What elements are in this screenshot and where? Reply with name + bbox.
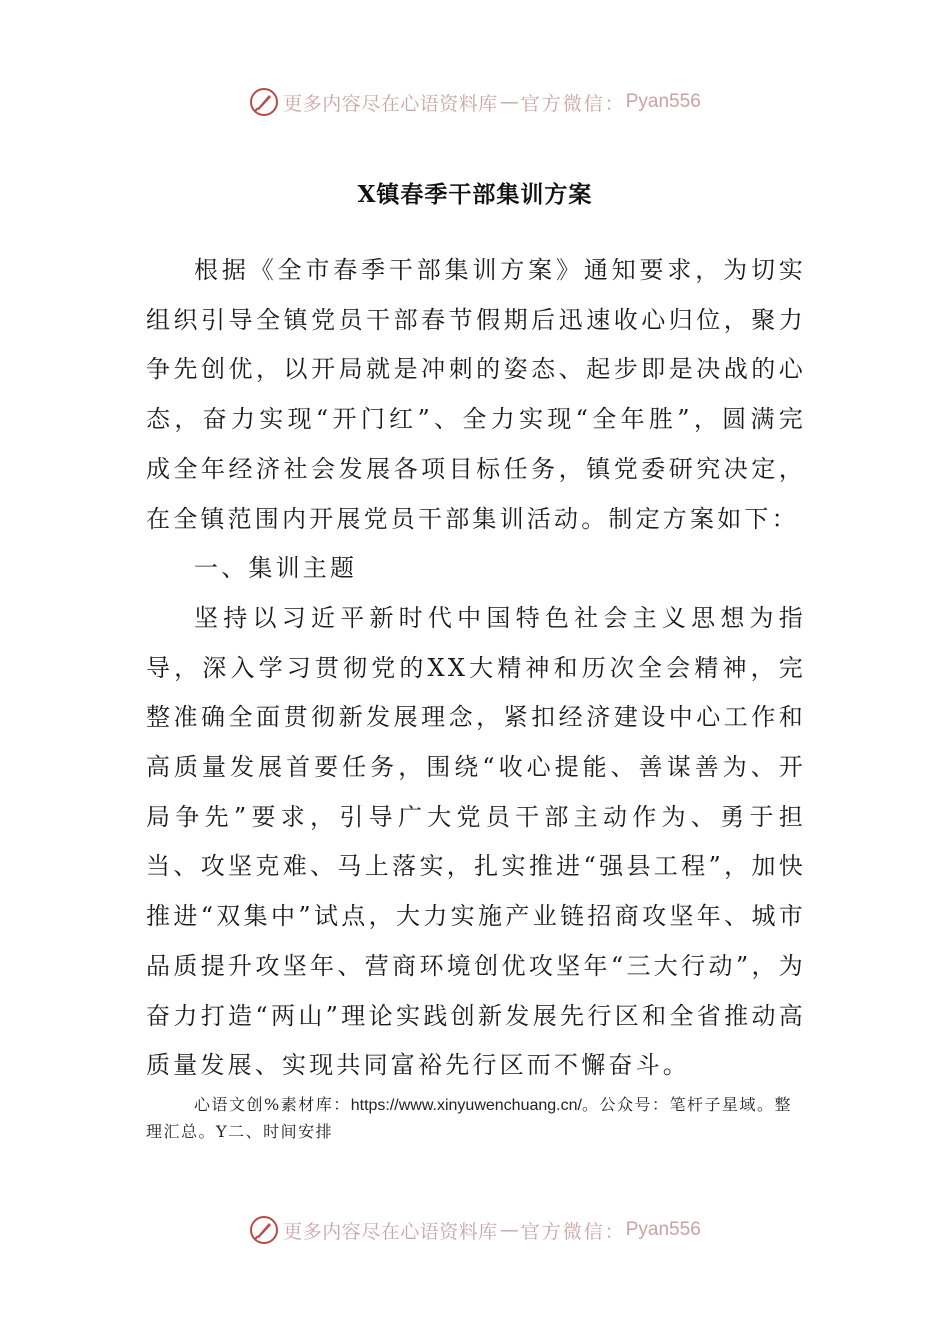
- banner-wechat-id: Pyan556: [625, 91, 701, 112]
- banner-text: 更多内容尽在心语资料库: [283, 92, 498, 115]
- document-body: [146, 246, 806, 1091]
- banner-separator: —: [499, 91, 519, 113]
- banner-wechat-label: 官方微信：: [520, 1220, 626, 1243]
- quill-logo-icon: [249, 1215, 279, 1245]
- banner-wechat-id: Pyan556: [625, 1219, 701, 1240]
- banner-wechat-label: 官方微信：: [520, 92, 626, 115]
- source-note-prefix: 心语文创%素材库：: [194, 1095, 351, 1114]
- banner-text: 更多内容尽在心语资料库: [283, 1220, 498, 1243]
- source-note: [146, 1092, 806, 1145]
- intro-paragraph: 根据《全市春季干部集训方案》通知要求，为切实组织引导全镇党员干部春节假期后迅速收心归位，聚力争先创优，以开局就是冲刺的姿态、起步即是决战的心态，奋力实现“开门红”、全力实现“全年胜”，圆满完成全年经济社会发展各项目标任务，镇党委研究决定，在全镇范围内开展党员干部集训活动。制定方案如下：: [146, 256, 806, 533]
- document-title: X镇春季干部集训方案: [357, 181, 593, 208]
- source-note-suffix: 。公众号：笔杆子星域。整理汇总。Y二、时间安排: [146, 1095, 792, 1141]
- theme-paragraph: 坚持以习近平新时代中国特色社会主义思想为指导，深入学习贯彻党的XX大精神和历次全会精神，完整准确全面贯彻新发展理念，紧扣经济建设中心工作和高质量发展首要任务，围绕“收心提能、善谋善为、开局争先”要求，引导广大党员干部主动作为、勇于担当、攻坚克难、马上落实，扎实推进“强县工程”，加快推进“双集中”试点，大力实施产业链招商攻坚年、城市品质提升攻坚年、营商环境创优攻坚年“三大行动”，为奋力打造“两山”理论实践创新发展先行区和全省推动高质量发展、实现共同富裕先行区而不懈奋斗。: [146, 603, 806, 1080]
- footer-watermark-banner: [0, 1210, 950, 1250]
- source-note-url: https://www.xinyuwenchuang.cn/: [350, 1097, 582, 1114]
- banner-separator: —: [499, 1219, 519, 1241]
- quill-logo-icon: [249, 87, 279, 117]
- header-watermark-banner: [0, 82, 950, 122]
- section-heading: 一、集训主题: [194, 554, 358, 583]
